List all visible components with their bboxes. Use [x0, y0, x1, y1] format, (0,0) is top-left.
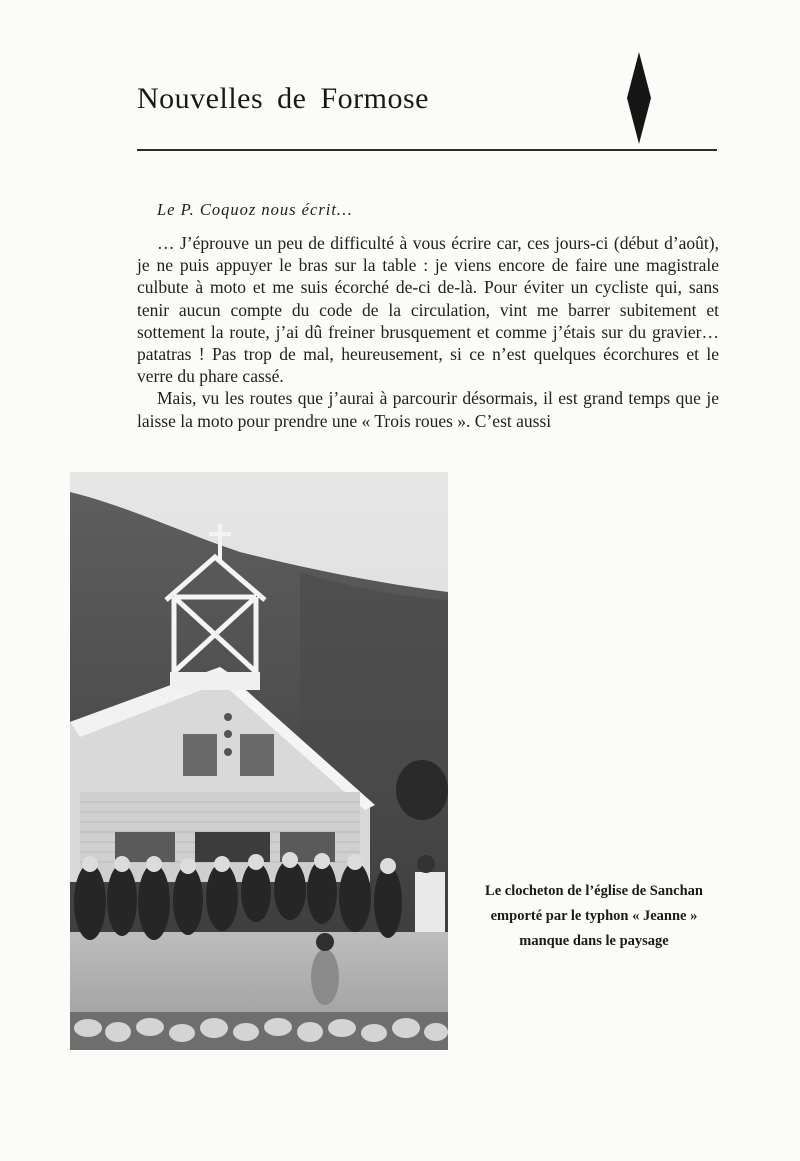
photo-caption — [463, 879, 725, 954]
diamond-ornament — [627, 52, 651, 144]
caption-line: Le clocheton de l’église de Sanchan — [485, 883, 703, 899]
caption-line: manque dans le paysage — [519, 933, 669, 949]
header-rule — [137, 149, 717, 151]
church-photo — [70, 472, 448, 1050]
article-body — [137, 232, 719, 432]
article-paragraph: Mais, vu les routes que j’aurai à parcourir désormais, il est grand temps que je laisse la moto pour prendre une « Trois roues ». C’est aussi — [137, 388, 719, 431]
article-paragraph: … J’éprouve un peu de difficulté à vous écrire car, ces jours-ci (début d’août), je ne puis appuyer le bras sur la table : je viens encore de faire une magistrale culbute à moto et me suis écorché de-ci de-là. Pour éviter un cycliste qui, sans tenir aucun compte du code de la circulation, vint me barrer subitement et sottement la route, j’ai dû freiner brusquement et comme j’étais sur du gravier… patatras ! Pas trop de mal, heureusement, si ce n’est quelques écorchures et le verre du phare cassé. — [137, 233, 719, 387]
page-title: Nouvelles de Formose — [137, 82, 429, 115]
article-intro: Le P. Coquoz nous écrit… — [157, 200, 353, 219]
caption-line: emporté par le typhon « Jeanne » — [490, 908, 698, 924]
